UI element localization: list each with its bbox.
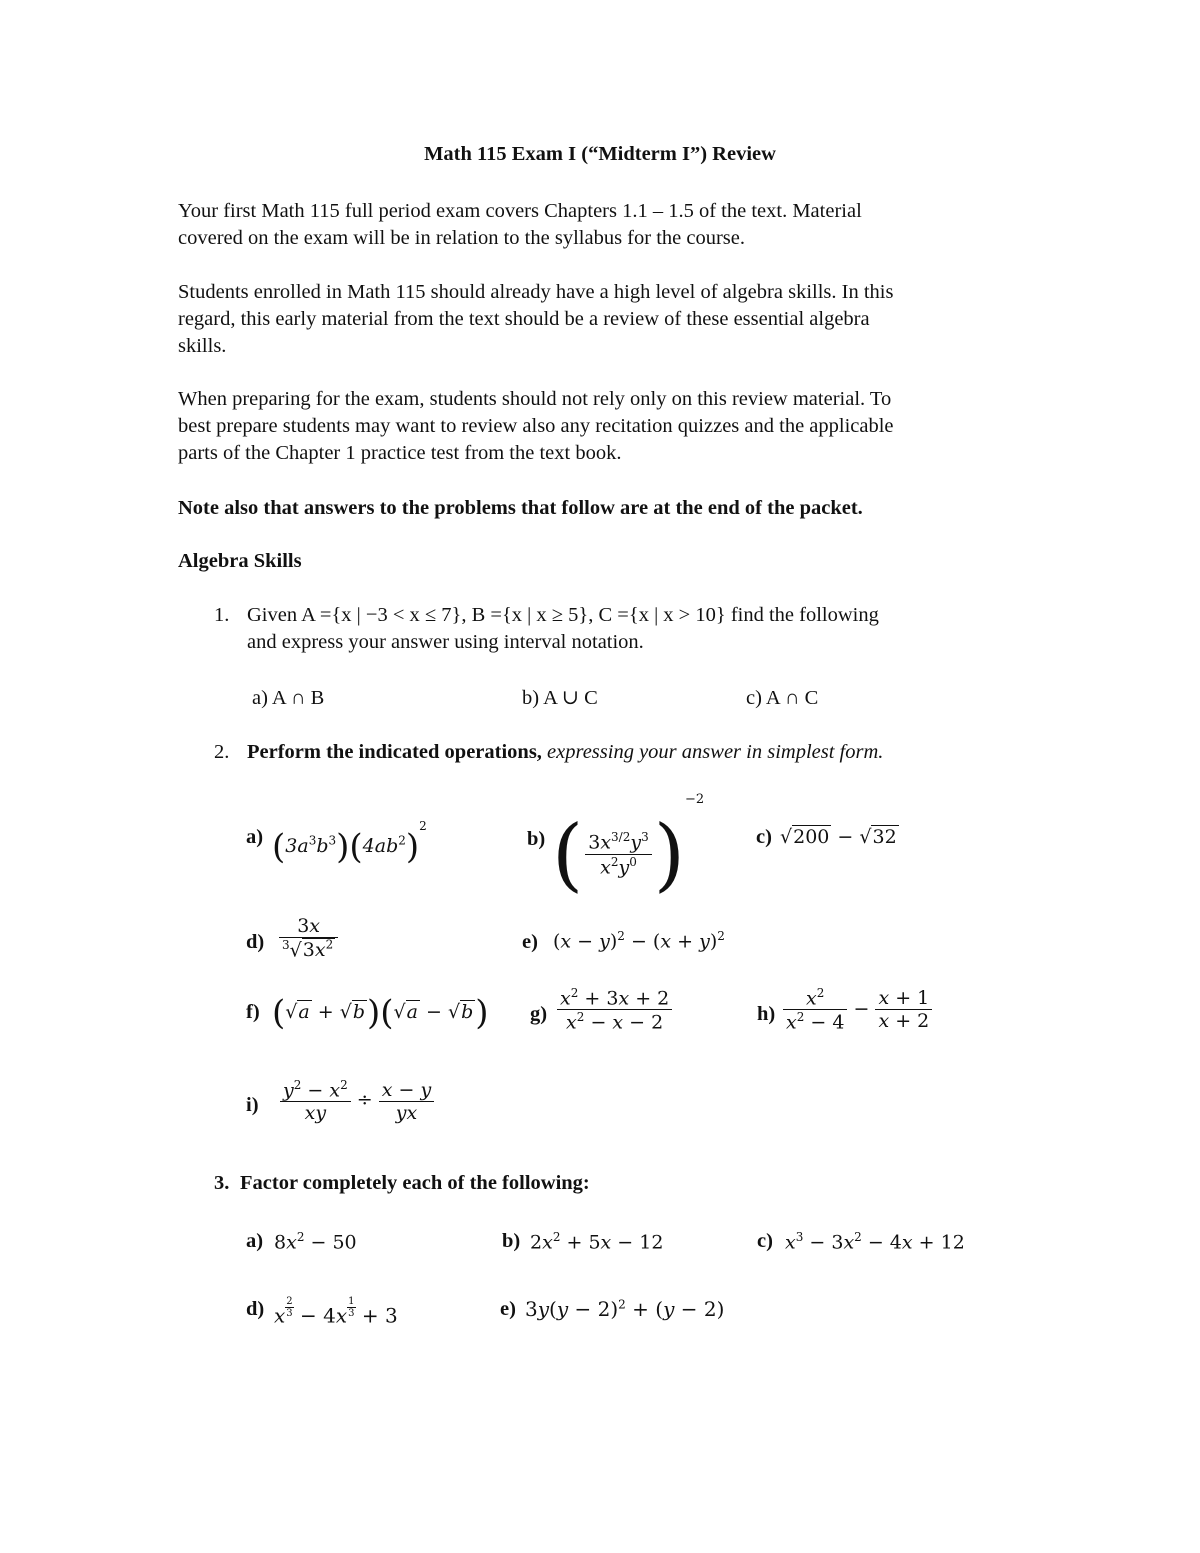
- problem-2i-label: i): [246, 1094, 259, 1116]
- problem-2b-label: b): [527, 828, 546, 850]
- problem-2-instruction: Perform the indicated operations,: [247, 741, 542, 763]
- problem-3b-expression: $2x^2 + 5x - 12$: [530, 1230, 664, 1254]
- problem-2-text: [247, 739, 883, 766]
- intro-line: When preparing for the exam, students should not rely only on this review material. To: [178, 388, 892, 410]
- problem-3d-expression: x $^{\frac{2}{3}}$ − 4x $^{\frac{1}{3}}$ + 3: [274, 1296, 398, 1328]
- section-title: Algebra Skills: [178, 550, 302, 572]
- problem-2a-expression: $(3a^3b^3)(4ab^2)^2$: [272, 819, 427, 867]
- intro-paragraph-3: [178, 386, 894, 467]
- problem-1a: a) A ∩ B: [252, 687, 325, 709]
- problem-3a-expression: $8x^2 - 50$: [274, 1230, 357, 1254]
- problem-line: and express your answer using interval notation.: [247, 631, 644, 653]
- problem-2d-expression: $\frac{3x}{^3√3x^2}$: [279, 915, 338, 961]
- problem-3e-expression: $3y(y - 2)^2 + (y - 2)$: [525, 1297, 725, 1321]
- problem-3-text: Factor completely each of the following:: [240, 1172, 590, 1194]
- problem-2h-expression: $\frac{x^2}{x^2 - 4}$ − $\frac{x + 1}{x + 2}$: [783, 986, 932, 1034]
- problem-2f-label: f): [246, 1001, 260, 1023]
- problem-2c-expression: √200 − √32: [780, 826, 897, 848]
- problem-3c-expression: $x^3 - 3x^2 - 4x + 12$: [785, 1230, 965, 1254]
- problem-2f-expression: (√a + √b)(√a − √b): [272, 993, 489, 1033]
- problem-2i-expression: $\frac{y^2 - x^2}{xy}$ ÷ $\frac{x - y}{yx}$: [280, 1078, 434, 1124]
- intro-paragraph-1: [178, 198, 862, 252]
- problem-2e-expression: $(x - y)^2 - (x + y)^2$: [553, 929, 725, 953]
- problem-3d-label: d): [246, 1298, 265, 1320]
- problem-1c: c) A ∩ C: [746, 687, 819, 709]
- intro-line: covered on the exam will be in relation to the syllabus for the course.: [178, 227, 745, 249]
- intro-paragraph-2: [178, 279, 893, 360]
- problem-2c-label: c): [756, 826, 772, 848]
- problem-3c-label: c): [757, 1230, 773, 1252]
- problem-1b: b) A ∪ C: [522, 687, 598, 709]
- problem-2e-label: e): [522, 931, 538, 953]
- intro-line: Students enrolled in Math 115 should already have a high level of algebra skills. In this: [178, 281, 894, 303]
- problem-3b-label: b): [502, 1230, 521, 1252]
- problem-3e-label: e): [500, 1298, 516, 1320]
- problem-2g-expression: $\frac{x^2 + 3x + 2}{x^2 - x - 2}$: [557, 986, 672, 1034]
- intro-line: skills.: [178, 335, 227, 357]
- problem-line: Given A ={x | −3 < x ≤ 7}, B ={x | x ≥ 5}, C ={x | x > 10} find the following: [247, 604, 879, 626]
- problem-1-number: 1.: [214, 604, 230, 626]
- intro-line: best prepare students may want to review also any recitation quizzes and the applicable: [178, 415, 894, 437]
- intro-line: regard, this early material from the text should be a review of these essential algebra: [178, 308, 870, 330]
- problem-2a-label: a): [246, 826, 264, 848]
- intro-line: Your first Math 115 full period exam covers Chapters 1.1 – 1.5 of the text. Material: [178, 200, 862, 222]
- answers-note: Note also that answers to the problems that follow are at the end of the packet.: [178, 497, 863, 519]
- problem-2-number: 2.: [214, 741, 230, 763]
- page-title: Math 115 Exam I (“Midterm I”) Review: [424, 143, 776, 165]
- problem-2g-label: g): [530, 1003, 548, 1025]
- problem-2b-expression: ( $\frac{3x^{3/2}y^3}{x^2y^0}$ )$^{-2}$: [552, 792, 705, 901]
- problem-2-emphasis: expressing your answer in simplest form.: [547, 741, 884, 763]
- problem-2d-label: d): [246, 931, 265, 953]
- problem-1-text: [247, 602, 879, 656]
- intro-line: parts of the Chapter 1 practice test from the text book.: [178, 442, 622, 464]
- problem-3-number: 3.: [214, 1172, 230, 1194]
- problem-3a-label: a): [246, 1230, 264, 1252]
- problem-2h-label: h): [757, 1003, 776, 1025]
